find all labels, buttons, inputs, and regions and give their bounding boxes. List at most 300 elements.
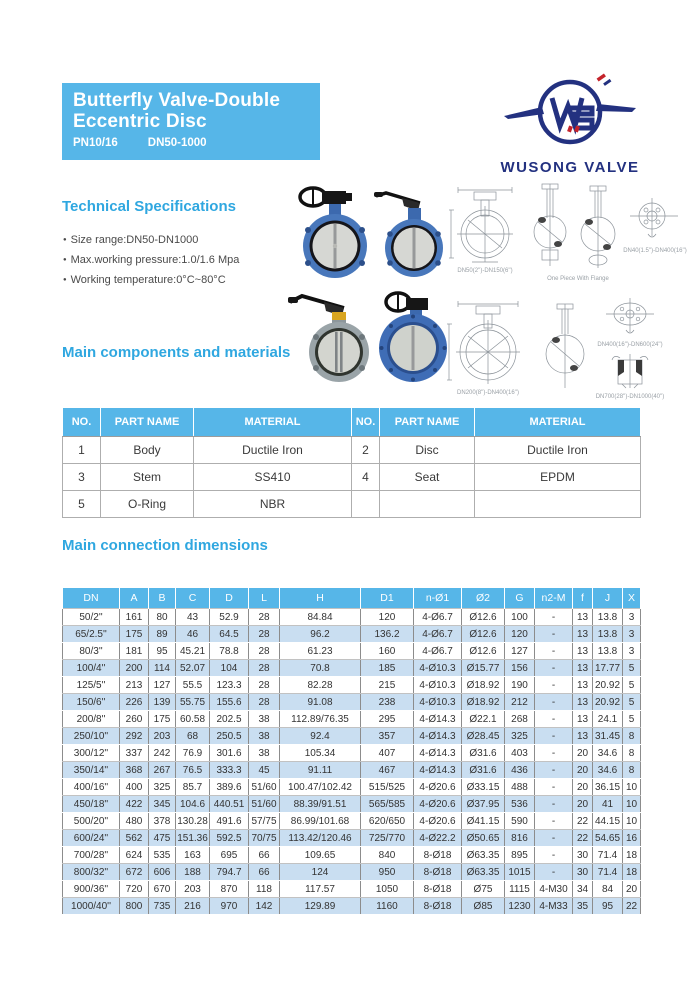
table-cell: 125/5''	[63, 677, 120, 694]
table-row	[63, 864, 641, 881]
table-cell: 54.65	[593, 830, 623, 847]
table-cell: 113.42/120.46	[280, 830, 361, 847]
table-cell: Ø12.6	[462, 643, 505, 660]
table-cell: 389.6	[210, 779, 249, 796]
table-cell: 1000/40''	[63, 898, 120, 915]
table-cell: 1230	[505, 898, 535, 915]
table-cell: 620/650	[361, 813, 414, 830]
table-cell: 136.2	[361, 626, 414, 643]
table-cell: 895	[505, 847, 535, 864]
table-cell: 70.8	[280, 660, 361, 677]
table-row	[63, 881, 641, 898]
title-banner	[62, 83, 320, 160]
table-cell: Ø22.1	[462, 711, 505, 728]
table-cell: 190	[505, 677, 535, 694]
table-cell: 70/75	[249, 830, 280, 847]
table-cell: 80	[149, 609, 176, 626]
table-cell: Ø85	[462, 898, 505, 915]
table-cell: 185	[361, 660, 414, 677]
drawing-front-view-small	[448, 182, 522, 266]
drawing-caption: DN40(1.5'')-DN400(16'')	[623, 248, 687, 254]
components-table	[62, 408, 641, 518]
table-cell: 123.3	[210, 677, 249, 694]
table-cell: 41	[593, 796, 623, 813]
table-cell: Ø63.35	[462, 847, 505, 864]
drawing-caption: DN400(16'')-DN600(24'')	[597, 342, 663, 348]
table-cell: 250/10''	[63, 728, 120, 745]
table-cell: 161	[120, 609, 149, 626]
table-cell: 216	[176, 898, 210, 915]
table-cell: 491.6	[210, 813, 249, 830]
spec-item: ● Max.working pressure:1.0/1.6 Mpa	[63, 250, 239, 270]
table-cell: 31.45	[593, 728, 623, 745]
table-cell: 436	[505, 762, 535, 779]
table-cell: -	[535, 626, 573, 643]
table-cell: 1015	[505, 864, 535, 881]
table-cell: 1	[63, 437, 101, 464]
table-row	[63, 609, 641, 626]
table-cell: 794.7	[210, 864, 249, 881]
column-header: PART NAME	[101, 408, 194, 437]
table-cell: 8-Ø18	[414, 847, 462, 864]
table-cell: 13	[573, 711, 593, 728]
table-cell: 300/12''	[63, 745, 120, 762]
table-cell: 267	[149, 762, 176, 779]
table-cell: 44.15	[593, 813, 623, 830]
table-cell: 1160	[361, 898, 414, 915]
table-cell: 337	[120, 745, 149, 762]
table-cell: Disc	[380, 437, 475, 464]
table-cell: 325	[149, 779, 176, 796]
table-cell: 100/4''	[63, 660, 120, 677]
table-cell: 17.77	[593, 660, 623, 677]
table-cell: 38	[249, 711, 280, 728]
table-cell: 268	[505, 711, 535, 728]
table-cell: 38	[249, 728, 280, 745]
table-cell: 45	[249, 762, 280, 779]
table-row	[63, 745, 641, 762]
table-cell: 407	[361, 745, 414, 762]
table-cell: 215	[361, 677, 414, 694]
table-cell: 46	[176, 626, 210, 643]
table-row	[63, 830, 641, 847]
table-cell: 52.07	[176, 660, 210, 677]
table-cell: 124	[280, 864, 361, 881]
table-cell: 118	[249, 881, 280, 898]
column-header: NO.	[63, 408, 101, 437]
table-row	[63, 660, 641, 677]
table-cell: 18	[623, 864, 641, 881]
table-cell: 4-Ø14.3	[414, 762, 462, 779]
table-cell: 600/24''	[63, 830, 120, 847]
table-cell: 800/32''	[63, 864, 120, 881]
table-cell: 590	[505, 813, 535, 830]
header-row	[63, 408, 641, 437]
brand-name: WUSONG VALVE	[500, 159, 640, 176]
table-cell: 28	[249, 626, 280, 643]
table-row	[63, 796, 641, 813]
table-cell: Ø31.6	[462, 762, 505, 779]
drawing-caption: DN200(8'')-DN400(16'')	[457, 390, 519, 396]
table-cell: 4-Ø10.3	[414, 694, 462, 711]
valve-photo-lever-operated	[372, 186, 448, 284]
table-cell: 592.5	[210, 830, 249, 847]
table-cell: 20	[623, 881, 641, 898]
table-cell: 345	[149, 796, 176, 813]
drawing-top-flange-view	[626, 196, 684, 246]
table-cell: Ductile Iron	[194, 437, 352, 464]
table-cell: Ø15.77	[462, 660, 505, 677]
table-cell: 24.1	[593, 711, 623, 728]
table-cell: -	[535, 677, 573, 694]
table-cell: 120	[361, 609, 414, 626]
table-cell: 18	[623, 847, 641, 864]
table-cell: 51/60	[249, 779, 280, 796]
table-cell: -	[535, 847, 573, 864]
table-cell: 13	[573, 660, 593, 677]
table-cell: 20	[573, 779, 593, 796]
table-cell: 89	[149, 626, 176, 643]
table-cell: 129.89	[280, 898, 361, 915]
table-cell: 28	[249, 660, 280, 677]
table-cell: 10	[623, 813, 641, 830]
table-cell: 735	[149, 898, 176, 915]
table-cell: Ø41.15	[462, 813, 505, 830]
table-cell: 4-Ø10.3	[414, 660, 462, 677]
table-cell: 13	[573, 643, 593, 660]
table-row	[63, 898, 641, 915]
drawing-seat-section-view	[606, 352, 654, 392]
wusong-logo-icon	[496, 70, 644, 152]
table-cell	[380, 491, 475, 518]
table-row	[63, 694, 641, 711]
table-cell: -	[535, 728, 573, 745]
table-cell: 422	[120, 796, 149, 813]
dimensions-table	[62, 588, 641, 915]
table-cell: 85.7	[176, 779, 210, 796]
table-cell: 3	[623, 643, 641, 660]
table-cell: 16	[623, 830, 641, 847]
column-header: H	[280, 588, 361, 609]
table-cell: 163	[176, 847, 210, 864]
column-header: D	[210, 588, 249, 609]
table-cell: 20.92	[593, 677, 623, 694]
table-cell: 38	[249, 745, 280, 762]
spec-item: ● Working temperature:0°C~80°C	[63, 270, 239, 290]
table-cell: 480	[120, 813, 149, 830]
table-cell: 4-Ø20.6	[414, 779, 462, 796]
table-cell: 295	[361, 711, 414, 728]
spec-item: ● Size range:DN50-DN1000	[63, 230, 239, 250]
table-cell: 475	[149, 830, 176, 847]
table-cell: 4-Ø14.3	[414, 745, 462, 762]
table-cell: 536	[505, 796, 535, 813]
table-row	[63, 626, 641, 643]
table-cell: 35	[573, 898, 593, 915]
table-cell: 34.6	[593, 745, 623, 762]
table-cell: 20	[573, 762, 593, 779]
table-cell: 301.6	[210, 745, 249, 762]
table-cell: 22	[623, 898, 641, 915]
table-cell: Ø63.35	[462, 864, 505, 881]
table-cell: 8	[623, 745, 641, 762]
table-cell: 3	[623, 626, 641, 643]
table-cell: 403	[505, 745, 535, 762]
table-cell: 4-Ø10.3	[414, 677, 462, 694]
table-cell: 242	[149, 745, 176, 762]
spec-list	[63, 230, 239, 290]
drawing-front-view-large	[446, 298, 530, 388]
table-cell: 4-Ø6.7	[414, 643, 462, 660]
table-cell: 213	[120, 677, 149, 694]
table-row	[63, 464, 641, 491]
table-cell: 562	[120, 830, 149, 847]
table-cell: 535	[149, 847, 176, 864]
table-cell: 4-Ø22.2	[414, 830, 462, 847]
table-cell: 3	[63, 464, 101, 491]
table-cell: 91.08	[280, 694, 361, 711]
table-cell: 86.99/101.68	[280, 813, 361, 830]
table-cell: 10	[623, 779, 641, 796]
table-row	[63, 491, 641, 518]
table-cell: 50/2''	[63, 609, 120, 626]
table-cell: 515/525	[361, 779, 414, 796]
drawing-side-section-2	[574, 182, 622, 274]
table-cell: 100	[505, 609, 535, 626]
column-header: PART NAME	[380, 408, 475, 437]
column-header: D1	[361, 588, 414, 609]
table-cell: 30	[573, 864, 593, 881]
column-header: C	[176, 588, 210, 609]
table-cell: 84.84	[280, 609, 361, 626]
table-cell: 20.92	[593, 694, 623, 711]
table-cell: 142	[249, 898, 280, 915]
table-cell: 43	[176, 609, 210, 626]
table-cell: 400/16''	[63, 779, 120, 796]
table-cell: 84	[593, 881, 623, 898]
table-cell: 1115	[505, 881, 535, 898]
table-cell: 13	[573, 728, 593, 745]
section-heading-components: Main components and materials	[62, 344, 291, 361]
table-cell: 950	[361, 864, 414, 881]
page-title-line2: Eccentric Disc	[73, 111, 207, 133]
table-cell: 8-Ø18	[414, 881, 462, 898]
table-cell: 114	[149, 660, 176, 677]
table-cell: 61.23	[280, 643, 361, 660]
table-cell: 500/20''	[63, 813, 120, 830]
table-cell: 5	[63, 491, 101, 518]
table-cell: 202.5	[210, 711, 249, 728]
table-cell: 5	[623, 711, 641, 728]
valve-photo-lever-wafer	[286, 288, 378, 384]
table-cell: Ø18.92	[462, 677, 505, 694]
table-cell: 13	[573, 626, 593, 643]
table-cell: Ø33.15	[462, 779, 505, 796]
valve-photo-handwheel-flanged	[372, 290, 450, 384]
table-cell: 151.36	[176, 830, 210, 847]
table-cell: 725/770	[361, 830, 414, 847]
header-row	[63, 588, 641, 609]
table-cell: 4-M30	[535, 881, 573, 898]
table-cell: 800	[120, 898, 149, 915]
drawing-caption: One Piece With Flange	[547, 276, 609, 282]
table-cell: 226	[120, 694, 149, 711]
table-cell: 3	[623, 609, 641, 626]
table-cell: 109.65	[280, 847, 361, 864]
table-cell: 13	[573, 694, 593, 711]
table-cell: 13	[573, 677, 593, 694]
table-cell: 60.58	[176, 711, 210, 728]
column-header: B	[149, 588, 176, 609]
section-heading-dimensions: Main connection dimensions	[62, 537, 268, 554]
table-cell: 112.89/76.35	[280, 711, 361, 728]
table-cell: 127	[505, 643, 535, 660]
table-cell: 450/18''	[63, 796, 120, 813]
table-cell: 120	[505, 626, 535, 643]
table-cell: 175	[120, 626, 149, 643]
table-cell: -	[535, 864, 573, 881]
table-cell: 260	[120, 711, 149, 728]
table-cell: 4-M33	[535, 898, 573, 915]
table-cell: 95	[149, 643, 176, 660]
column-header: L	[249, 588, 280, 609]
table-cell: 200	[120, 660, 149, 677]
table-row	[63, 677, 641, 694]
table-cell: 720	[120, 881, 149, 898]
table-cell: Ø12.6	[462, 609, 505, 626]
table-cell: 34.6	[593, 762, 623, 779]
table-cell: O-Ring	[101, 491, 194, 518]
table-cell: 55.75	[176, 694, 210, 711]
table-cell: 292	[120, 728, 149, 745]
table-cell: 181	[120, 643, 149, 660]
table-cell: -	[535, 830, 573, 847]
table-cell: 68	[176, 728, 210, 745]
table-cell: 91.11	[280, 762, 361, 779]
table-cell: -	[535, 694, 573, 711]
table-row	[63, 779, 641, 796]
column-header: Ø2	[462, 588, 505, 609]
table-cell: 45.21	[176, 643, 210, 660]
table-cell: 188	[176, 864, 210, 881]
table-cell: -	[535, 660, 573, 677]
table-cell: -	[535, 745, 573, 762]
table-cell: Ø37.95	[462, 796, 505, 813]
table-cell: 325	[505, 728, 535, 745]
table-row	[63, 711, 641, 728]
table-cell: 55.5	[176, 677, 210, 694]
table-cell: 127	[149, 677, 176, 694]
drawing-caption: DN700(28'')-DN1000(40'')	[595, 394, 665, 400]
column-header: n2-M	[535, 588, 573, 609]
table-cell: 104.6	[176, 796, 210, 813]
table-cell: -	[535, 796, 573, 813]
table-cell: 8	[623, 728, 641, 745]
table-cell: Ø75	[462, 881, 505, 898]
table-cell: 51/60	[249, 796, 280, 813]
table-cell: 76.9	[176, 745, 210, 762]
table-cell	[352, 491, 380, 518]
table-cell: 100.47/102.42	[280, 779, 361, 796]
table-cell: 13.8	[593, 626, 623, 643]
table-cell: 28	[249, 677, 280, 694]
table-cell: 22	[573, 813, 593, 830]
table-cell: 78.8	[210, 643, 249, 660]
table-cell: 139	[149, 694, 176, 711]
table-cell: 333.3	[210, 762, 249, 779]
table-cell: 13.8	[593, 643, 623, 660]
table-cell: Ø31.6	[462, 745, 505, 762]
table-cell: 357	[361, 728, 414, 745]
table-row	[63, 643, 641, 660]
table-cell: 700/28''	[63, 847, 120, 864]
column-header: G	[505, 588, 535, 609]
table-cell: 80/3''	[63, 643, 120, 660]
table-cell: 156	[505, 660, 535, 677]
table-cell: 20	[573, 796, 593, 813]
column-header: X	[623, 588, 641, 609]
table-cell: 52.9	[210, 609, 249, 626]
table-cell: 34	[573, 881, 593, 898]
table-cell: 36.15	[593, 779, 623, 796]
table-cell: 467	[361, 762, 414, 779]
table-cell: 20	[573, 745, 593, 762]
column-header: MATERIAL	[194, 408, 352, 437]
column-header: n-Ø1	[414, 588, 462, 609]
table-cell: 488	[505, 779, 535, 796]
table-cell: 88.39/91.51	[280, 796, 361, 813]
table-cell: -	[535, 609, 573, 626]
table-cell: 672	[120, 864, 149, 881]
table-cell: -	[535, 643, 573, 660]
table-cell: Seat	[380, 464, 475, 491]
table-cell: 76.5	[176, 762, 210, 779]
table-cell: 870	[210, 881, 249, 898]
table-row	[63, 437, 641, 464]
table-cell: 66	[249, 864, 280, 881]
table-cell: 30	[573, 847, 593, 864]
table-cell: 440.51	[210, 796, 249, 813]
table-cell: Stem	[101, 464, 194, 491]
column-header: MATERIAL	[475, 408, 641, 437]
table-cell: 13.8	[593, 609, 623, 626]
table-cell: 8	[623, 762, 641, 779]
table-cell: Ductile Iron	[475, 437, 641, 464]
table-cell: 66	[249, 847, 280, 864]
table-cell: 624	[120, 847, 149, 864]
drawing-caption: DN50(2'')-DN150(6'')	[457, 268, 513, 274]
table-cell: -	[535, 762, 573, 779]
table-cell: 105.34	[280, 745, 361, 762]
column-header: DN	[63, 588, 120, 609]
table-cell: 250.5	[210, 728, 249, 745]
table-cell: 22	[573, 830, 593, 847]
table-cell: Ø12.6	[462, 626, 505, 643]
valve-photo-gear-operated	[296, 182, 370, 284]
table-cell: 71.4	[593, 847, 623, 864]
table-cell: -	[535, 813, 573, 830]
table-cell: 96.2	[280, 626, 361, 643]
table-cell: 160	[361, 643, 414, 660]
table-cell: EPDM	[475, 464, 641, 491]
page-title-line1: Butterfly Valve-Double	[73, 90, 281, 111]
table-cell: 400	[120, 779, 149, 796]
table-row	[63, 813, 641, 830]
table-cell: 4-Ø14.3	[414, 711, 462, 728]
table-cell: 970	[210, 898, 249, 915]
table-cell: NBR	[194, 491, 352, 518]
table-cell: 82.28	[280, 677, 361, 694]
